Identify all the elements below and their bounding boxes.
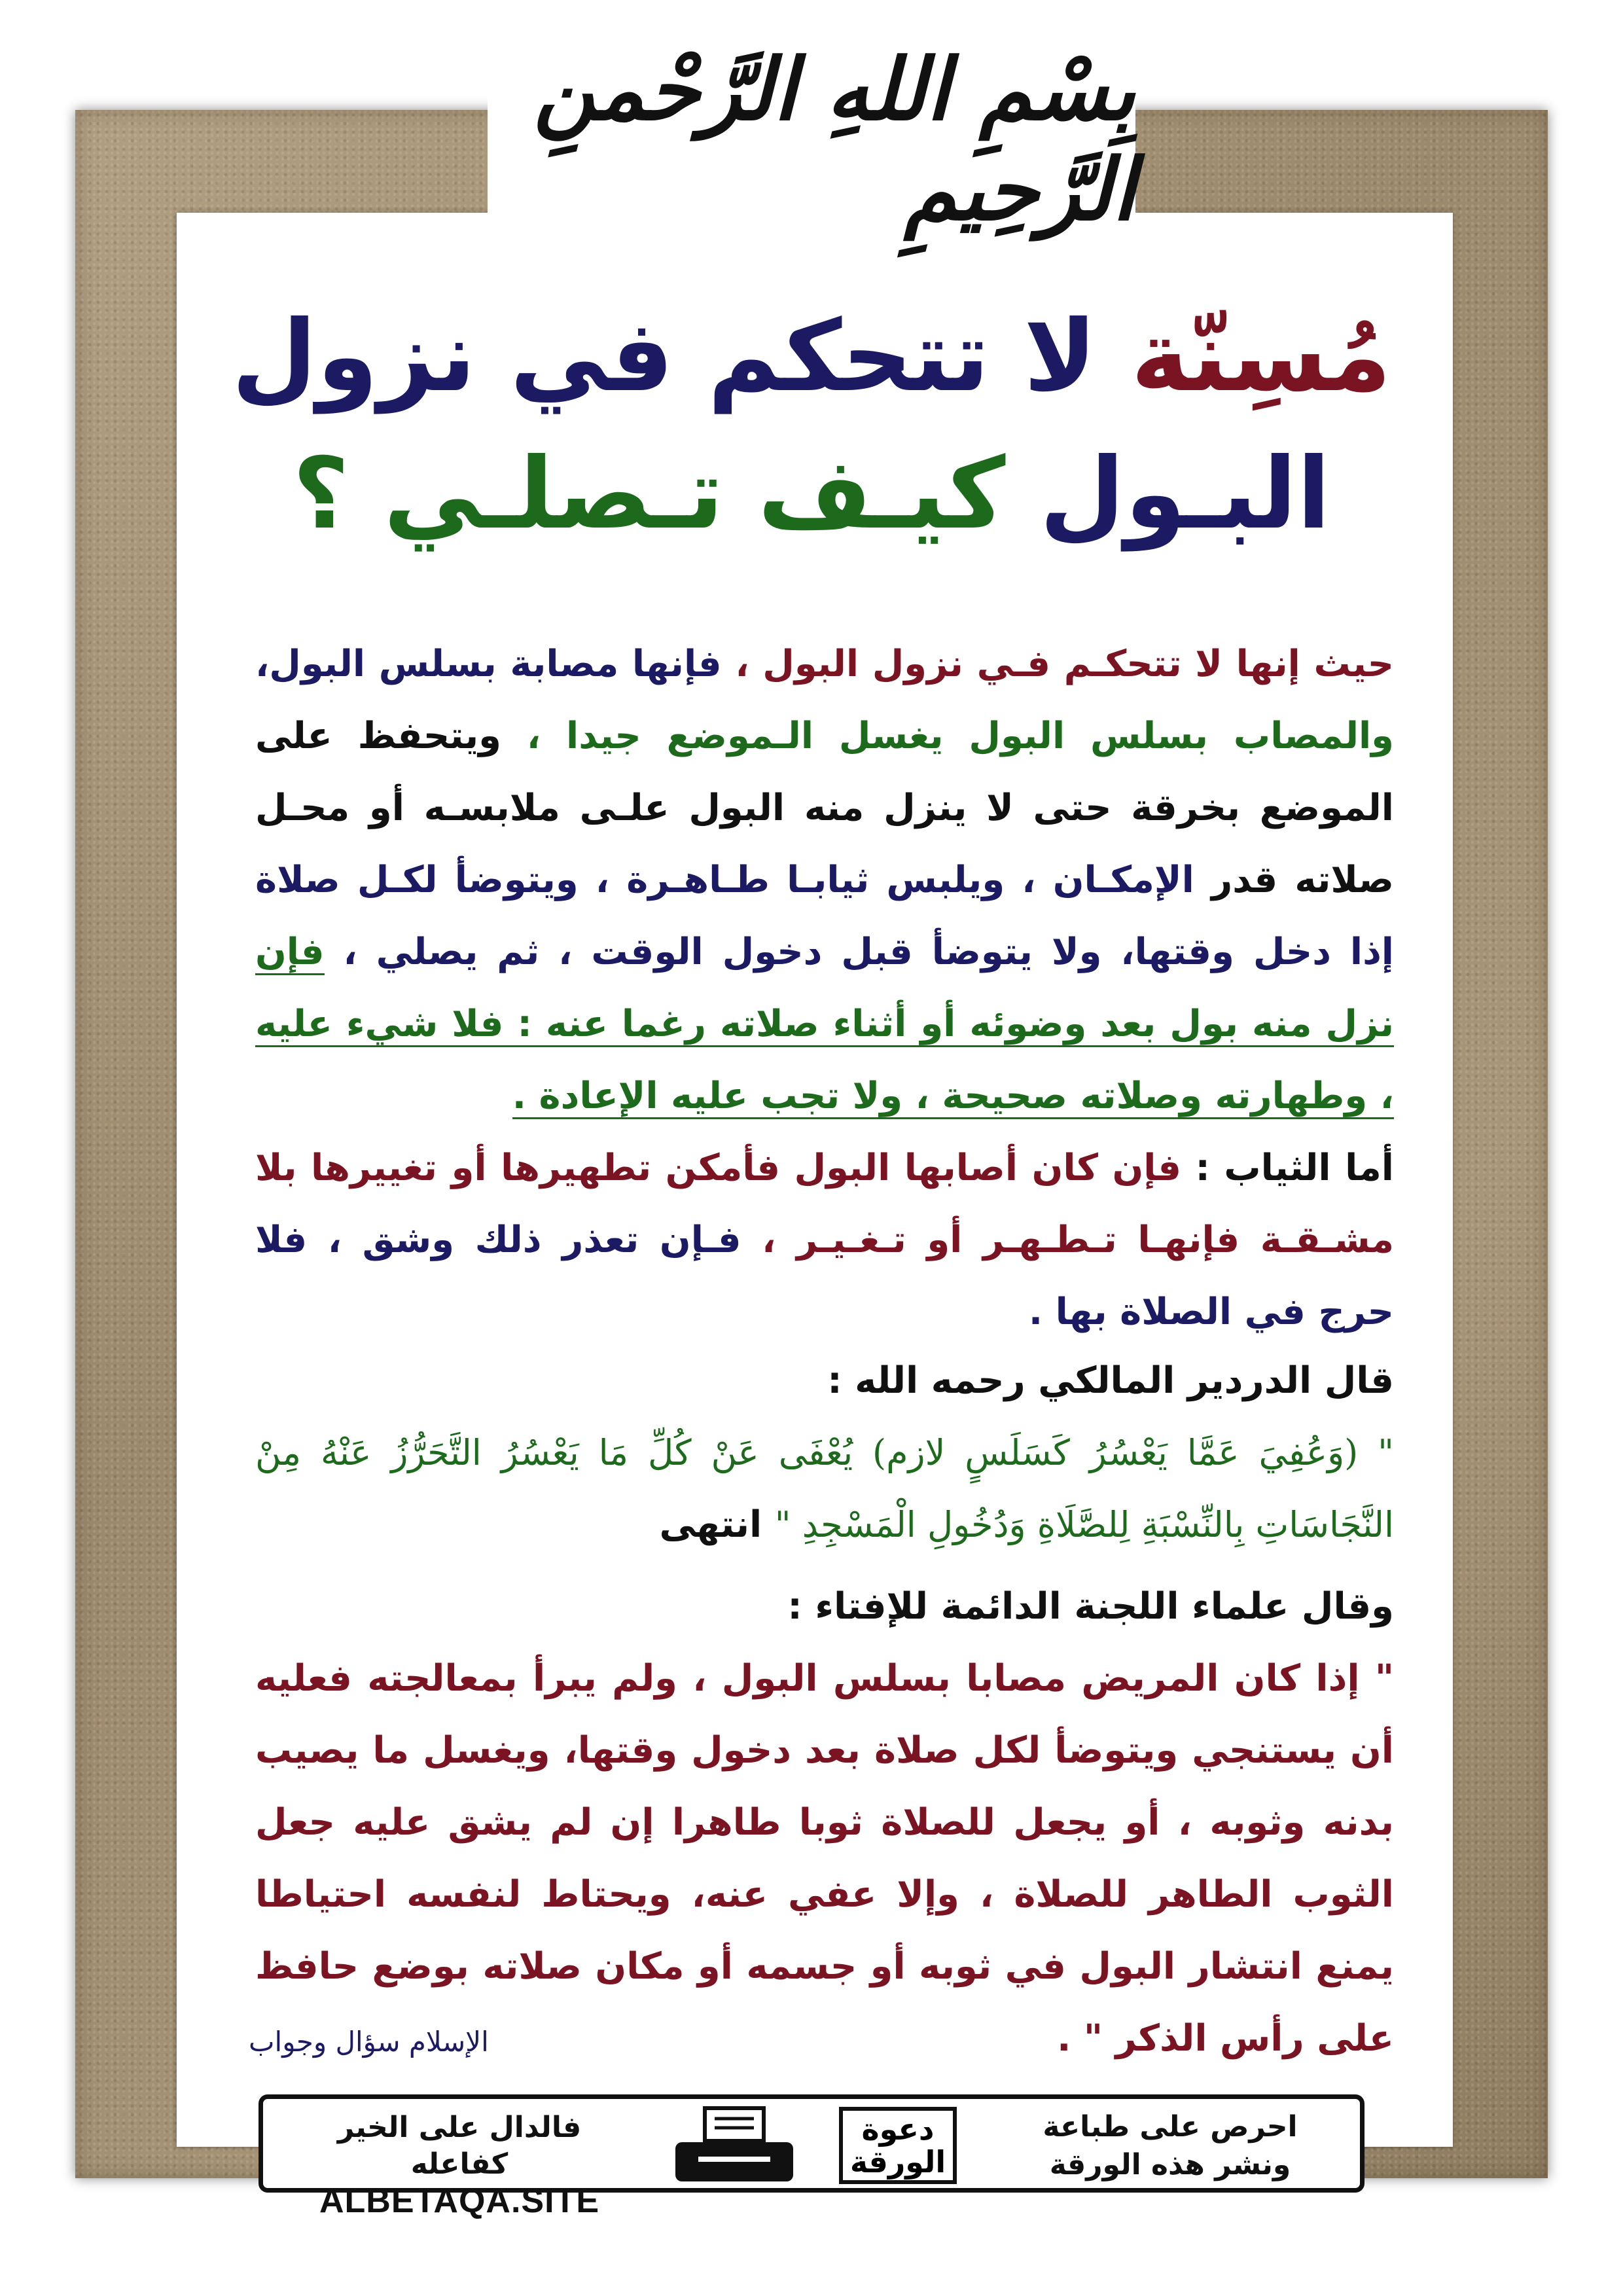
paragraph-3 [255,1345,1394,1561]
p1-sentence-4: ويتحفظ على الموضع بخرقة حتى لا ينزل منه البول علـى ملابسـه أو محـل صلاته قدر [255,715,1394,901]
basmala-header [488,26,1135,252]
title-line-2 [196,437,1427,551]
p1-sentence-3: والمصاب بسلس البول يغسل الـموضع جيدا ، [526,715,1394,757]
paragraph-5: " إذا كان المريض مصابا بسلس البول ، ولم يبرأ بمعالجته فعليه أن يستنجي ويتوضأ لكل صلاة بعد دخول وقتها، ويغسل ما يصيب بدنه وثوبه ، أو يجعل للصلاة ثوبا طاهرا إن لم يشق عليه جعل الثوب الطاهر للصلاة ، وإلا عفي عنه، ويحتاط لنفسه احتياطا يمنع انتشار البول في ثوبه أو جسمه أو مكان صلاته بوضع حافظ على رأس الذكر " . [255,1657,1394,2060]
title-phrase-2: كيـف تـصلـي ؟ [292,437,1006,551]
title-phrase-1: لا تتحكم في نزول [232,300,1097,414]
paragraph-4: وقال علماء اللجنة الدائمة للإفتاء : [787,1585,1394,1628]
site-url: ALBETAQA.SITE [319,2182,600,2220]
p3-end: انتهى [659,1503,762,1546]
p1-sentence-5: الإمكـان ، ويلبس ثيابـا طـاهـرة ، ويتوضأ لكـل صلاة إذا دخل وقتها، ولا يتوضأ قبل دخول الوقت ، ثم يصلي ، [255,859,1394,973]
p1-sentence-6: فإن نزل منه بول بعد وضوئه أو أثناء صلاته رغما عنه : فلا شيء عليه ، وطهارته وصلاته صحيحة ، ولا تجب عليه الإعادة . [255,931,1394,1119]
p1-sentence-2: فإنها مصابة بسلس البول، [255,643,722,685]
paragraph-2 [255,1132,1394,1348]
p2-sentence-2: فـإن تعذر ذلك وشق ، فلا حرج في الصلاة بها . [255,1219,1394,1333]
source-credit: الإسلام سؤال وجواب [249,2026,489,2058]
printer-icon [669,2104,800,2188]
paragraph-1 [255,628,1394,1132]
footer-print-note: احرص على طباعة ونشر هذه الورقة [1043,2110,1298,2181]
title-line-1 [196,300,1427,414]
p2-sentence-1: فإن كان أصابها البول فأمكن تطهيرها أو تغييرها بلا مشـقـة فإنهـا تـطـهـر أو تـغـيـر ، [255,1147,1394,1261]
title-word-urine: البـول [1039,437,1331,551]
p3-quote: " (وَعُفِيَ عَمَّا يَعْسُرُ كَسَلَسٍ لازم) يُعْفَى عَنْ كُلِّ مَا يَعْسُرُ التَّحَرُّزُ عَنْهُ مِنْ النَّجَاسَاتِ بِالنِّسْبَةِ لِلصَّلَاةِ وَدُخُولِ الْمَسْجِدِ " [255,1432,1394,1545]
p1-sentence-1: حيث إنها لا تتحكـم فـي نزول البول ، [735,643,1395,685]
basmala-calligraphy: بِسْمِ اللهِ الرَّحْمنِ الرَّحِيمِ [533,39,1135,240]
p3-intro: قال الدردير المالكي رحمه الله : [827,1359,1394,1402]
footer-banner [259,2094,1364,2220]
title-word-elderly: مُسِنّة [1131,300,1391,414]
p2-heading: أما الثياب : [1195,1147,1394,1189]
footer-site-note: فالدال على الخير كفاعله ALBETAQA.SITE [289,2109,630,2219]
dawah-logo: دعوة الورقة [839,2107,957,2184]
